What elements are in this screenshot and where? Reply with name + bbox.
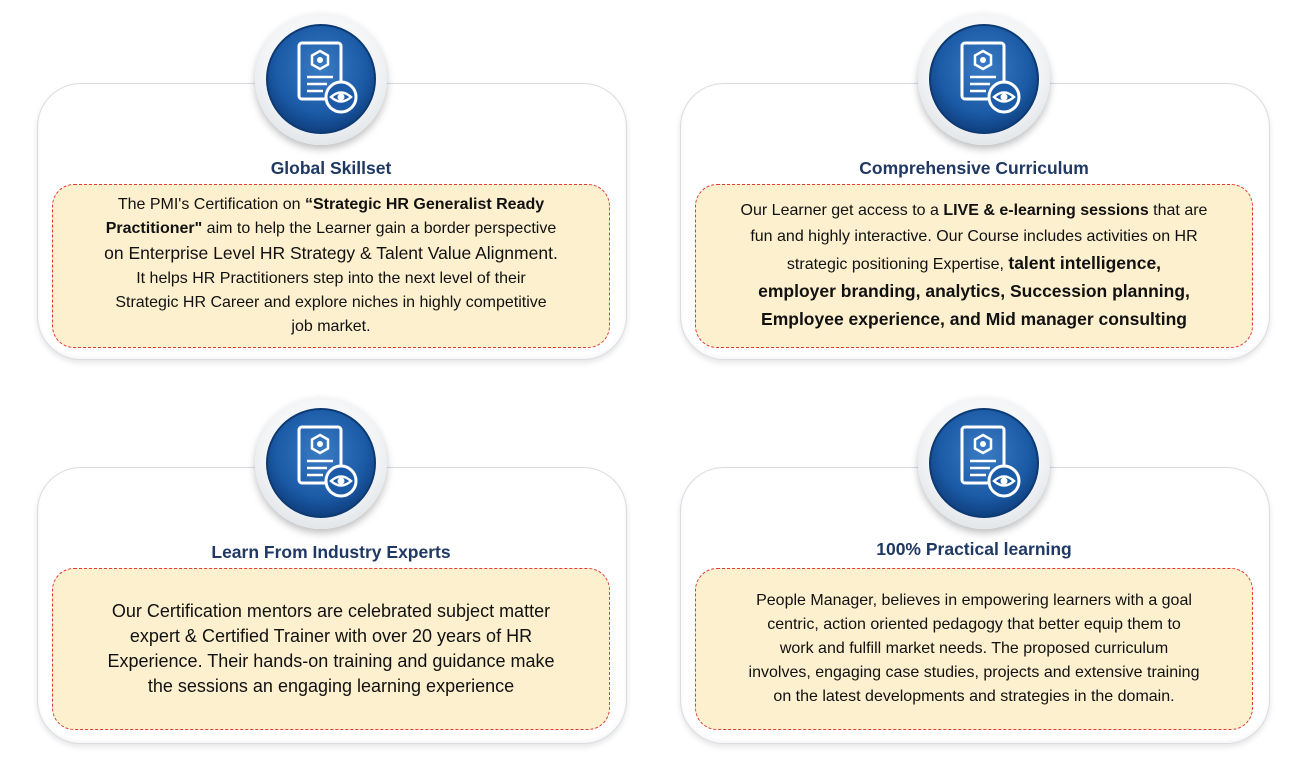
- card-description: The PMI's Certification on “Strategic HR Generalist Ready Practitioner" aim to help the Learner gain a border perspective on Enterprise Level HR Strategy & Talent Value Alignment. It helps HR Practitioners step into the next level of their Strategic HR Career and explore niches in highly competitive job market.: [52, 184, 610, 348]
- certificate-document-icon: [255, 13, 387, 145]
- certificate-document-icon: [255, 397, 387, 529]
- card-title: 100% Practical learning: [876, 539, 1072, 559]
- card-title: Comprehensive Curriculum: [859, 158, 1089, 178]
- card-title: Global Skillset: [270, 158, 392, 178]
- certificate-document-icon: [918, 13, 1050, 145]
- card-title: Learn From Industry Experts: [211, 542, 451, 562]
- card-description: Our Learner get access to a LIVE & e-learning sessions that are fun and highly interactive. Our Course includes activities on HR strategic positioning Expertise, talent intelligence, employer branding, analytics, Succession planning, Employee experience, and Mid manager consulting: [695, 184, 1253, 348]
- card-description: People Manager, believes in empowering learners with a goal centric, action oriented pedagogy that better equip them to work and fulfill market needs. The proposed curriculum involves, engaging case studies, projects and extensive training on the latest developments and strategies in the domain.: [695, 568, 1253, 730]
- certificate-document-icon: [918, 397, 1050, 529]
- card-description: Our Certification mentors are celebrated subject matter expert & Certified Trainer with over 20 years of HR Experience. Their hands-on training and guidance make the sessions an engaging learning experience: [52, 568, 610, 730]
